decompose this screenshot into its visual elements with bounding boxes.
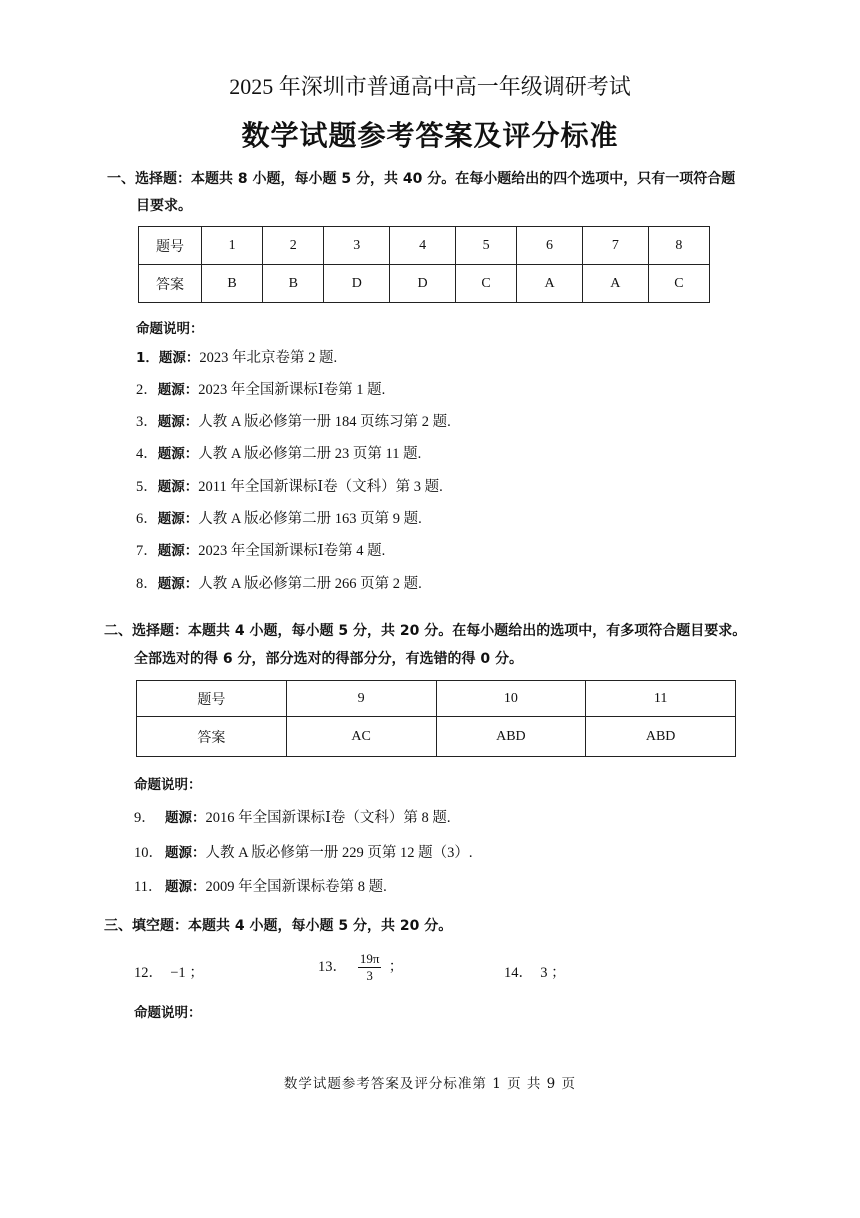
document-title: 数学试题参考答案及评分标准 bbox=[241, 121, 619, 152]
answer-cell: B bbox=[202, 265, 263, 303]
answer-cell: AC bbox=[286, 717, 436, 757]
section1-answer-table bbox=[138, 226, 710, 303]
section2-note-label: 命题说明： bbox=[134, 777, 202, 793]
section3-note-label: 命题说明： bbox=[134, 1005, 202, 1021]
section1-heading: 一、选择题：本题共 8 小题，每小题 5 分，共 40 分。在每小题给出的四个选项中，只有一项符合题 bbox=[107, 171, 736, 187]
answer-cell: D bbox=[390, 265, 456, 303]
source-item: 7．题源：2023 年全国新课标Ⅰ卷第 4 题. bbox=[136, 543, 386, 559]
source-item: 2．题源：2023 年全国新课标Ⅰ卷第 1 题. bbox=[136, 382, 386, 398]
question-number: 2 bbox=[263, 227, 324, 265]
source-item: 10． 题源：人教 A 版必修第一册 229 页第 12 题（3）. bbox=[134, 845, 473, 861]
question-number: 5 bbox=[455, 227, 516, 265]
row-label-answer: 答案 bbox=[139, 265, 202, 303]
row-label-question: 题号 bbox=[137, 681, 287, 717]
answer-cell: ABD bbox=[586, 717, 736, 757]
section1-heading-cont: 目要求。 bbox=[136, 198, 192, 214]
exam-title: 2025 年深圳市普通高中高一年级调研考试 bbox=[229, 74, 631, 99]
answer-cell: D bbox=[324, 265, 390, 303]
fill-answer-14: 14． 3 ； bbox=[504, 965, 566, 981]
question-number: 6 bbox=[517, 227, 583, 265]
question-number: 4 bbox=[390, 227, 456, 265]
answer-cell: A bbox=[582, 265, 648, 303]
fraction: $\frac{19\pi}{3}$ bbox=[359, 951, 380, 983]
source-item: 5．题源：2011 年全国新课标Ⅰ卷（文科）第 3 题. bbox=[136, 479, 443, 495]
page-footer: 数学试题参考答案及评分标准第 1 页 共 9 页 bbox=[283, 1076, 577, 1092]
question-number: 7 bbox=[582, 227, 648, 265]
answer-cell: A bbox=[517, 265, 583, 303]
source-item: 8．题源：人教 A 版必修第二册 266 页第 2 题. bbox=[136, 576, 422, 592]
answer-cell: C bbox=[648, 265, 709, 303]
answer-cell: ABD bbox=[436, 717, 586, 757]
row-label-answer: 答案 bbox=[137, 717, 287, 757]
fill-answer-13: 13． $\frac{19\pi}{3}$ ； bbox=[318, 951, 404, 983]
question-number: 10 bbox=[436, 681, 586, 717]
section2-answer-table bbox=[136, 680, 736, 757]
source-item: 4．题源：人教 A 版必修第二册 23 页第 11 题. bbox=[136, 446, 422, 462]
section1-note-label: 命题说明： bbox=[136, 321, 204, 337]
section3-heading: 三、填空题：本题共 4 小题，每小题 5 分，共 20 分。 bbox=[104, 918, 453, 934]
source-item: 11． 题源：2009 年全国新课标卷第 8 题. bbox=[134, 879, 387, 895]
question-number: 3 bbox=[324, 227, 390, 265]
question-number: 8 bbox=[648, 227, 709, 265]
source-item: 3．题源：人教 A 版必修第一册 184 页练习第 2 题. bbox=[136, 414, 451, 430]
answer-cell: B bbox=[263, 265, 324, 303]
section2-heading: 二、选择题：本题共 4 小题，每小题 5 分，共 20 分。在每小题给出的选项中，有多项符合题目要求。 bbox=[104, 623, 747, 639]
source-item: 6．题源：人教 A 版必修第二册 163 页第 9 题. bbox=[136, 511, 422, 527]
fill-answer-12: 12． −1 ； bbox=[134, 965, 204, 981]
question-number: 1 bbox=[202, 227, 263, 265]
answer-cell: C bbox=[455, 265, 516, 303]
source-item: 1．题源：2023 年北京卷第 2 题. bbox=[136, 350, 338, 366]
section2-heading-cont: 全部选对的得 6 分，部分选对的得部分分，有选错的得 0 分。 bbox=[134, 651, 523, 667]
question-number: 11 bbox=[586, 681, 736, 717]
question-number: 9 bbox=[286, 681, 436, 717]
source-item: 9． 题源：2016 年全国新课标Ⅰ卷（文科）第 8 题. bbox=[134, 810, 451, 826]
row-label-question: 题号 bbox=[139, 227, 202, 265]
